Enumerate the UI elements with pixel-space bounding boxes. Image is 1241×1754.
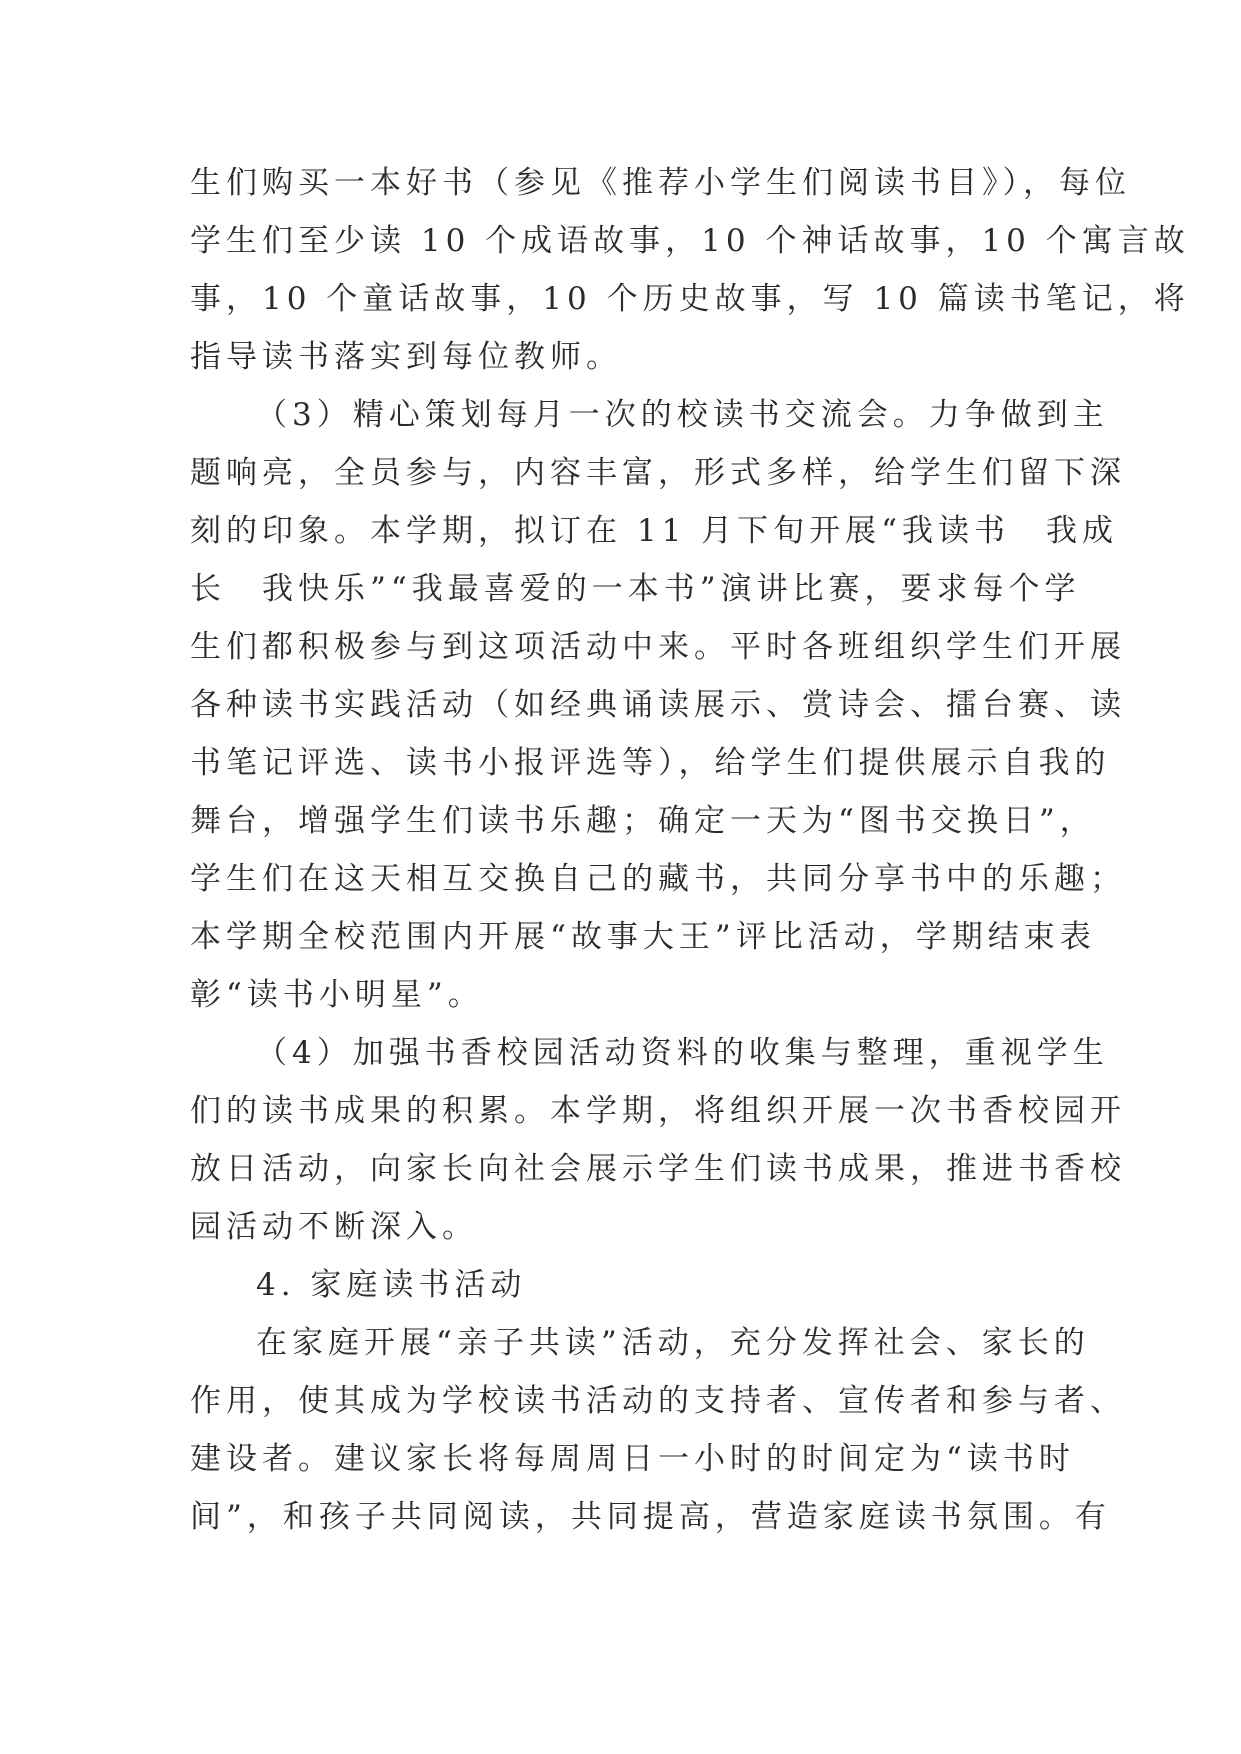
section-heading: 4. 家庭读书活动 — [256, 1267, 527, 1303]
text-line: 间”，和孩子共同阅读，共同提高，营造家庭读书氛围。有 — [190, 1499, 1111, 1535]
text-line: 彰“读书小明星”。 — [190, 977, 484, 1013]
text-line: 舞台，增强学生们读书乐趣；确定一天为“图书交换日”， — [190, 803, 1096, 839]
text-line: 题响亮，全员参与，内容丰富，形式多样，给学生们留下深 — [190, 455, 1126, 491]
text-line: 书笔记评选、读书小报评选等），给学生们提供展示自我的 — [190, 745, 1111, 781]
text-line: 作用，使其成为学校读书活动的支持者、宣传者和参与者、 — [190, 1383, 1126, 1419]
text-line: 学生们至少读 10 个成语故事，10 个神话故事，10 个寓言故 — [190, 223, 1190, 259]
text-line: 刻的印象。本学期，拟订在 11 月下旬开展“我读书 我成 — [190, 513, 1118, 549]
text-line: 学生们在这天相互交换自己的藏书，共同分享书中的乐趣； — [190, 861, 1126, 897]
text-line: 们的读书成果的积累。本学期，将组织开展一次书香校园开 — [190, 1093, 1126, 1129]
text-line: 本学期全校范围内开展“故事大王”评比活动，学期结束表 — [190, 919, 1096, 955]
text-line: 事，10 个童话故事，10 个历史故事，写 10 篇读书笔记，将 — [190, 281, 1190, 317]
text-line: 生们都积极参与到这项活动中来。平时各班组织学生们开展 — [190, 629, 1126, 665]
text-line: 建设者。建议家长将每周周日一小时的时间定为“读书时 — [190, 1441, 1075, 1477]
text-line: 生们购买一本好书（参见《推荐小学生们阅读书目》），每位 — [190, 165, 1131, 201]
paragraph-3-start: （3）精心策划每月一次的校读书交流会。力争做到主 — [256, 397, 1109, 433]
text-line: 长 我快乐”“我最喜爱的一本书”演讲比赛，要求每个学 — [190, 571, 1081, 607]
text-line: 指导读书落实到每位教师。 — [190, 339, 622, 375]
paragraph-4-start: （4）加强书香校园活动资料的收集与整理，重视学生 — [256, 1035, 1109, 1071]
text-line: 各种读书实践活动（如经典诵读展示、赏诗会、擂台赛、读 — [190, 687, 1126, 723]
paragraph-family-start: 在家庭开展“亲子共读”活动，充分发挥社会、家长的 — [256, 1325, 1090, 1361]
text-line: 园活动不断深入。 — [190, 1209, 478, 1245]
text-line: 放日活动，向家长向社会展示学生们读书成果，推进书香校 — [190, 1151, 1126, 1187]
